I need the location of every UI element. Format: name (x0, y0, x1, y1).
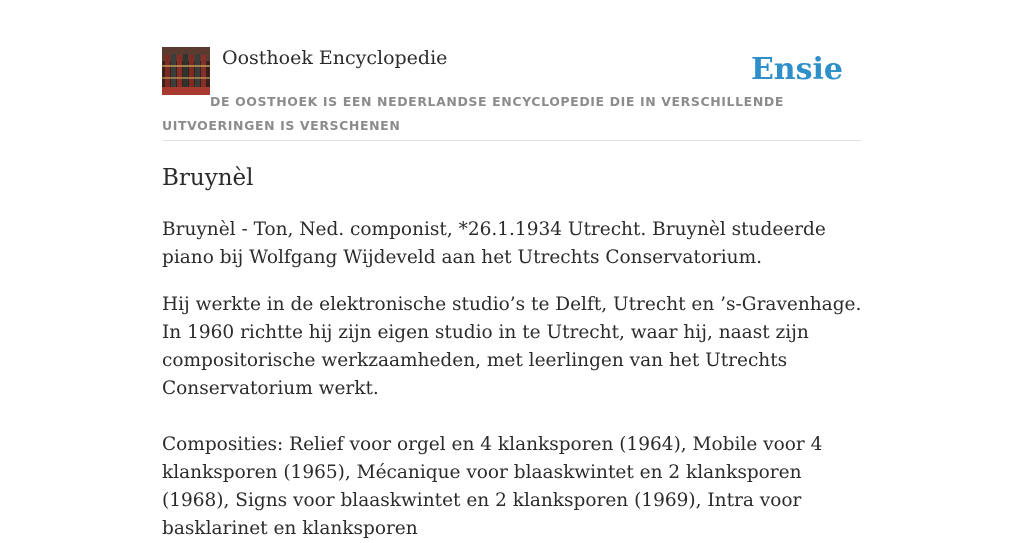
brand-logo[interactable]: Ensie (750, 52, 843, 87)
site-name[interactable]: Oosthoek Encyclopedie (222, 47, 448, 69)
site-header (162, 46, 862, 141)
encyclopedia-books-icon[interactable] (162, 47, 210, 95)
article-paragraph: Bruynèl - Ton, Ned. componist, *26.1.1934 Utrecht. Bruynèl studeerde piano bij Wolfgang Wijdeveld aan het Utrechts Conservatorium. (162, 219, 826, 268)
article (162, 160, 862, 543)
site-tagline: DE OOSTHOEK IS EEN NEDERLANDSE ENCYCLOPEDIE DIE IN VERSCHILLENDE UITVOERINGEN IS VERSCHENEN (162, 94, 784, 133)
article-title: Bruynèl (162, 165, 254, 191)
article-paragraph: Composities: Relief voor orgel en 4 klanksporen (1964), Mobile voor 4 klanksporen (1965), Mécanique voor blaaskwintet en 2 klanksporen (1968), Signs voor blaaskwintet en 2 klanksporen (1969), Intra voor basklarinet en klanksporen (162, 434, 823, 539)
article-paragraph: Hij werkte in de elektronische studio’s te Delft, Utrecht en ’s-Gravenhage. In 1960 richtte hij zijn eigen studio in te Utrecht, waar hij, naast zijn compositorische werkzaamheden, met leerlingen van het Utrechts Conservatorium werkt. (162, 294, 862, 399)
